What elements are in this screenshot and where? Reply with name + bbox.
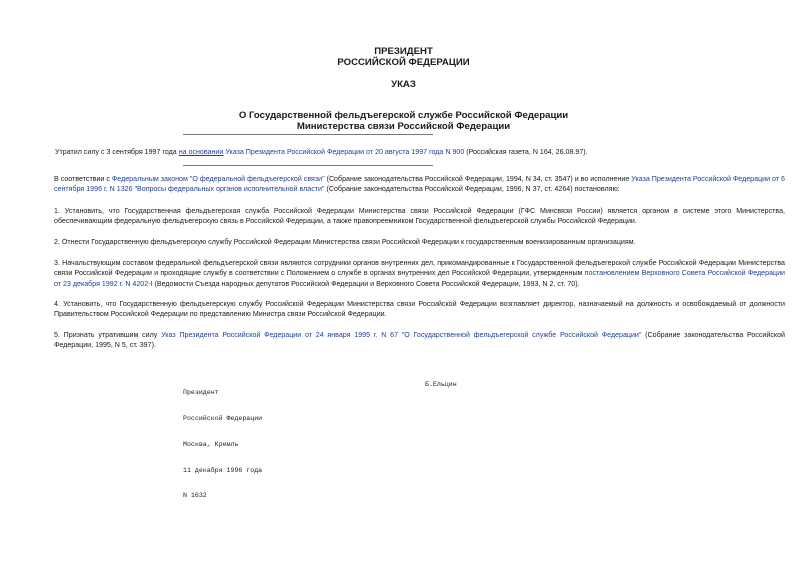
item-3-paragraph (38, 258, 785, 289)
signature-date: 11 декабря 1996 года (183, 466, 263, 474)
revocation-text: Утратил силу с 3 сентября 1997 года (55, 148, 179, 156)
issuer-line-1: ПРЕЗИДЕНТ (374, 46, 433, 57)
preamble-text-1: В соответствии с (54, 175, 112, 183)
resolution-4202-link[interactable]: постановлением Верховного Совета Российской Федерации от 23 декабря 1992 г. N 4202-I (54, 269, 786, 288)
doc-type: УКАЗ (391, 79, 416, 90)
issuer-line-2: РОССИЙСКОЙ ФЕДЕРАЦИИ (337, 57, 470, 68)
divider-bottom (183, 165, 433, 166)
item-3-text-2: (Ведомости Съезда народных депутатов Российской Федерации и Верховного Совета Российской Федерации, 1993, N 2, ст. 70). (152, 279, 580, 288)
item-4-paragraph: 4. Установить, что Государственную фельдъегерскую службу Российской Федерации Министерства связи Российской Федерации возглавляет директор, назначаемый на должность и освобождаемый от должности Правительством Российской Федерации по представлению Министра связи Российской Федерации. (54, 300, 785, 319)
revoking-decree-link[interactable]: Указа Президента Российской Федерации от 20 августа 1997 года N 900 (223, 148, 465, 156)
issuer-heading (0, 46, 807, 68)
preamble-text-3: (Собрание законодательства Российской Федерации, 1996, N 37, ст. 4264) постановляю: (324, 185, 620, 194)
federal-law-link[interactable]: Федеральным законом "О федеральной фельдъегерской связи" (111, 175, 325, 183)
doc-title-line-1: О Государственной фельдъегерской службе Российской Федерации (238, 110, 569, 121)
preamble-paragraph (38, 174, 785, 195)
revocation-source: (Российская газета, N 164, 26.08.97). (464, 148, 588, 156)
item-3-text-1: 3. Начальствующим составом федеральной фельдъегерской связи являются сотрудники органов внутренних дел, прикомандированные к Государственной фельдъегерской службе Российской Федерации Министерства связи Российской Федерации и проходящие службу в соответствии с Положением о службе в органах внутренних дел Российской Федерации, утвержденным (54, 259, 785, 278)
decree-1326-link[interactable]: Указа Президента Российской Федерации от 6 сентября 1996 г. N 1326 "Вопросы федеральных органов исполнительной власти" (54, 175, 786, 194)
item-1-paragraph: 1. Установить, что Государственная фельдъегерская служба Российской Федерации Министерства связи Российской Федерации (ГФС Минсвязи России) является органом в системе этого Министерства, обеспечивающим федеральную фельдъегерскую связь в Российской Федерации, а также правопреемником Государственной фельдъегерской службы Российской Федерации. (54, 207, 785, 226)
item-5-text-2: (Собрание законодательства Российской Федерации, 1995, N 5, ст. 397). (54, 331, 785, 350)
signature-number: N 1632 (183, 492, 207, 500)
signature-title: Президент (183, 389, 219, 397)
doc-title (0, 110, 807, 132)
item-2-paragraph: 2. Отнести Государственную фельдъегерскую службу Российской Федерации Министерства связи Российской Федерации к государственным военизированным организациям. (54, 238, 636, 246)
doc-title-line-2: Министерства связи Российской Федерации (296, 121, 511, 132)
revocation-note (55, 148, 755, 157)
revocation-basis-link[interactable]: на основании (178, 148, 224, 156)
decree-67-link[interactable]: Указ Президента Российской Федерации от 24 января 1995 г. N 67 "О Государственной фельдъегерской службе Российской Федерации" (161, 331, 642, 339)
signatory-name: Б.Ельцин (425, 381, 457, 388)
signature-block (183, 372, 262, 510)
signature-place: Москва, Кремль (183, 440, 239, 448)
signature-org: Российской Федерации (183, 414, 263, 422)
item-5-paragraph (38, 330, 785, 351)
preamble-text-2: (Собрание законодательства Российской Федерации, 1994, N 34, ст. 3547) и во исполнение (324, 175, 632, 183)
divider-top (183, 134, 433, 135)
item-5-text-1: 5. Признать утратившим силу (54, 331, 162, 339)
